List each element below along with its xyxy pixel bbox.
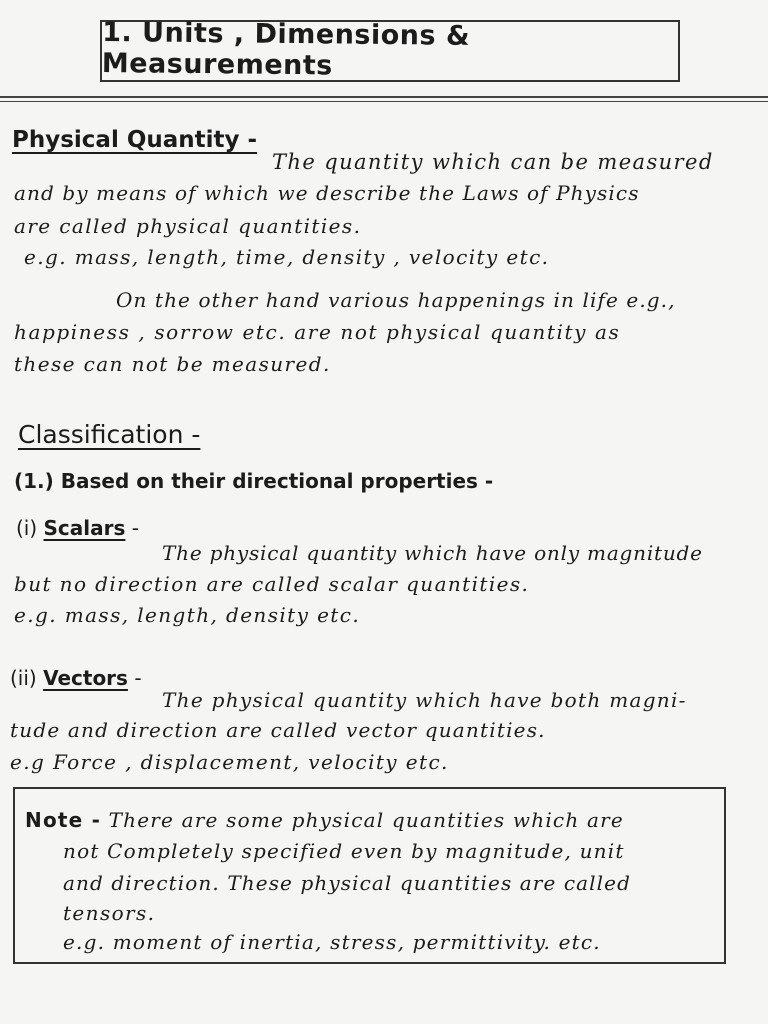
note-box <box>13 787 726 964</box>
page-title: 1. Units , Dimensions & Measurements <box>101 16 471 82</box>
note-line4: tensors. <box>63 901 156 925</box>
pq-definition-line3: are called physical quantities. <box>14 214 362 238</box>
scalars-dash: - <box>131 516 139 540</box>
note-line2: not Completely specified even by magnitude, unit <box>63 839 625 863</box>
pq-definition-line1: The quantity which can be measured <box>272 150 714 174</box>
vectors-line1: The physical quantity which have both magni- <box>162 688 687 712</box>
classification-basis: (1.) Based on their directional properties - <box>14 469 494 493</box>
note-line1-text: There are some physical quantities which are <box>108 808 624 832</box>
scalars-number: (i) <box>16 516 38 540</box>
vectors-line2: tude and direction are called vector quantities. <box>10 718 546 742</box>
pq-para2-line1: On the other hand various happenings in life e.g., <box>116 288 676 312</box>
classification-heading: Classification - <box>18 420 201 449</box>
note-label: Note - <box>25 808 102 832</box>
vectors-examples: e.g Force , displacement, velocity etc. <box>10 750 449 774</box>
pq-definition-line2: and by means of which we describe the Laws of Physics <box>14 181 640 205</box>
divider-line-thin <box>0 101 768 102</box>
title-box <box>100 16 680 82</box>
note-line3: and direction. These physical quantities are called <box>63 871 632 895</box>
pq-para2-line2: happiness , sorrow etc. are not physical quantity as <box>14 320 621 344</box>
scalars-examples: e.g. mass, length, density etc. <box>14 603 361 627</box>
physical-quantity-heading: Physical Quantity - <box>12 127 258 153</box>
pq-para2-line3: these can not be measured. <box>14 352 331 376</box>
scalars-line2: but no direction are called scalar quantities. <box>14 572 530 596</box>
divider-line <box>0 96 768 98</box>
note-line1 <box>25 808 624 832</box>
vectors-dash: - <box>134 666 142 690</box>
pq-examples: e.g. mass, length, time, density , velocity etc. <box>24 245 550 269</box>
scalars-line1: The physical quantity which have only magnitude <box>162 541 703 565</box>
vectors-heading <box>10 666 142 690</box>
note-examples: e.g. moment of inertia, stress, permittivity. etc. <box>63 930 601 954</box>
vectors-label: Vectors <box>43 666 128 690</box>
scalars-heading <box>16 516 139 540</box>
scalars-label: Scalars <box>43 516 126 540</box>
vectors-number: (ii) <box>10 666 37 690</box>
